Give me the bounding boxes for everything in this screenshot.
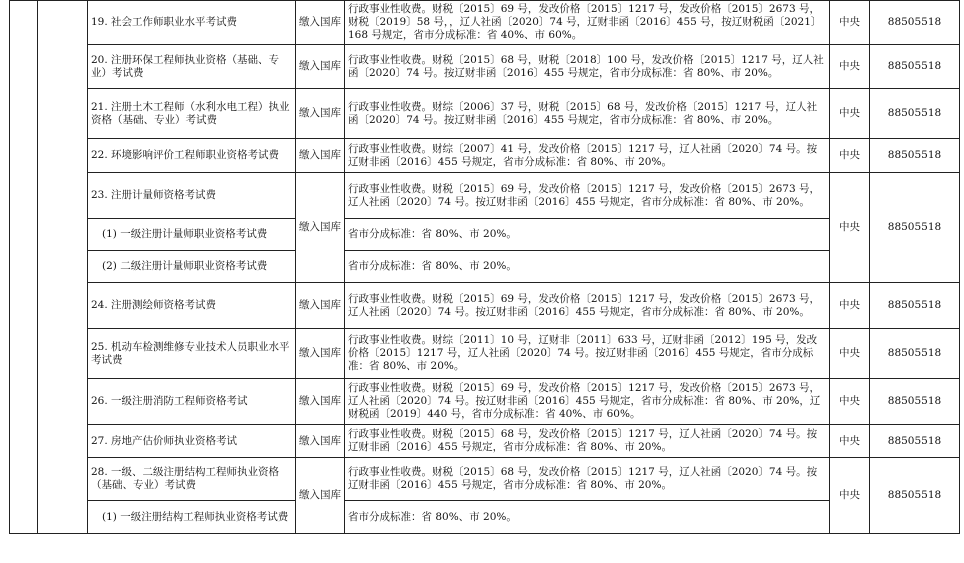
table-row [10,1,960,45]
payment-method: 缴入国库 [296,283,345,329]
table-row [10,379,960,425]
fee-table [9,0,960,534]
government-level: 中央 [830,425,870,458]
fee-item-name: 21. 注册土木工程师（水利水电工程）执业资格（基础、专业）考试费 [88,89,296,139]
fee-subitem-name: (2) 二级注册计量师职业资格考试费 [88,251,296,283]
fee-item-name: 19. 社会工作师职业水平考试费 [88,1,296,45]
government-level: 中央 [830,1,870,45]
budget-code: 88505518 [870,1,960,45]
payment-method: 缴入国库 [296,1,345,45]
fee-basis: 行政事业性收费。财税〔2015〕68 号，财税〔2018〕100 号，发改价格〔2015〕1217 号，辽人社函〔2020〕74 号。按辽财非函〔2016〕455 号规定，省市分成标准：省 80%、市 20%。 [345,45,830,89]
fee-item-name: 28. 一级、二级注册结构工程师执业资格（基础、专业）考试费 [88,458,296,501]
fee-basis: 行政事业性收费。财税〔2015〕68 号，发改价格〔2015〕1217 号，辽人社函〔2020〕74 号。按辽财非函〔2016〕455 号规定，省市分成标准：省 80%、市 20%。 [345,425,830,458]
fee-item-name: 27. 房地产估价师执业资格考试 [88,425,296,458]
fee-subitem-basis: 省市分成标准：省 80%、市 20%。 [345,219,830,251]
government-level: 中央 [830,173,870,283]
table-row [10,89,960,139]
payment-method: 缴入国库 [296,89,345,139]
fee-item-name: 23. 注册计量师资格考试费 [88,173,296,219]
table-subrow [10,219,960,251]
budget-code: 88505518 [870,45,960,89]
payment-method: 缴入国库 [296,379,345,425]
budget-code: 88505518 [870,89,960,139]
table-row [10,283,960,329]
table-row [10,173,960,219]
payment-method: 缴入国库 [296,329,345,379]
fee-basis: 行政事业性收费。财税〔2015〕69 号，发改价格〔2015〕1217 号，发改价格〔2015〕2673 号，辽人社函〔2020〕74 号。按辽财非函〔2016〕455 号规定，省市分成标准：省 80%、市 20%。 [345,173,830,219]
fee-subitem-basis: 省市分成标准：省 80%、市 20%。 [345,501,830,534]
table-row [10,329,960,379]
blank-column-1 [10,1,38,534]
fee-item-name: 25. 机动车检测维修专业技术人员职业水平考试费 [88,329,296,379]
fee-item-name: 20. 注册环保工程师执业资格（基础、专业）考试费 [88,45,296,89]
fee-basis: 行政事业性收费。财税〔2015〕69 号，发改价格〔2015〕1217 号，发改价格〔2015〕2673 号，财税〔2019〕58 号，，辽人社函〔2020〕74 号，辽财非函〔2016〕455 号，按辽财税函〔2021〕168 号规定，省市分成标准：省 40%、市 60%。 [345,1,830,45]
table-row [10,139,960,173]
budget-code: 88505518 [870,379,960,425]
government-level: 中央 [830,139,870,173]
fee-basis: 行政事业性收费。财税〔2015〕69 号，发改价格〔2015〕1217 号，发改价格〔2015〕2673 号，辽人社函〔2020〕74 号。按辽财非函〔2016〕455 号规定，省市分成标准：省 80%、市 20%。 [345,283,830,329]
fee-subitem-name: (1) 一级注册结构工程师执业资格考试费 [88,501,296,534]
table-subrow [10,251,960,283]
table-row [10,425,960,458]
fee-basis: 行政事业性收费。财综〔2007〕41 号，发改价格〔2015〕1217 号，辽人社函〔2020〕74 号。按辽财非函〔2016〕455 号规定，省市分成标准：省 80%、市 20%。 [345,139,830,173]
fee-subitem-basis: 省市分成标准：省 80%、市 20%。 [345,251,830,283]
payment-method: 缴入国库 [296,139,345,173]
table-subrow [10,501,960,534]
fee-basis: 行政事业性收费。财税〔2015〕69 号，发改价格〔2015〕1217 号，发改价格〔2015〕2673 号，辽人社函〔2020〕74 号。按辽财非函〔2016〕455 号规定，省市分成标准：省 80%、市 20%，辽财税函〔2019〕440 号，省市分成标准：省 40%、市 60%。 [345,379,830,425]
payment-method: 缴入国库 [296,458,345,534]
payment-method: 缴入国库 [296,45,345,89]
fee-basis: 行政事业性收费。财综〔2006〕37 号，财税〔2015〕68 号，发改价格〔2015〕1217 号，辽人社函〔2020〕74 号。按辽财非函〔2016〕455 号规定，省市分成标准：省 80%、市 20%。 [345,89,830,139]
payment-method: 缴入国库 [296,425,345,458]
budget-code: 88505518 [870,458,960,534]
fee-item-name: 22. 环境影响评价工程师职业资格考试费 [88,139,296,173]
budget-code: 88505518 [870,139,960,173]
fee-subitem-name: (1) 一级注册计量师职业资格考试费 [88,219,296,251]
fee-basis: 行政事业性收费。财税〔2015〕68 号，发改价格〔2015〕1217 号，辽人社函〔2020〕74 号。按辽财非函〔2016〕455 号规定，省市分成标准：省 80%、市 20%。 [345,458,830,501]
fee-item-name: 24. 注册测绘师资格考试费 [88,283,296,329]
fee-item-name: 26. 一级注册消防工程师资格考试 [88,379,296,425]
budget-code: 88505518 [870,329,960,379]
budget-code: 88505518 [870,173,960,283]
government-level: 中央 [830,45,870,89]
government-level: 中央 [830,458,870,534]
government-level: 中央 [830,329,870,379]
budget-code: 88505518 [870,425,960,458]
blank-column-2 [38,1,88,534]
fee-basis: 行政事业性收费。财综〔2011〕10 号，辽财非〔2011〕633 号，辽财非函〔2012〕195 号，发改价格〔2015〕1217 号，辽人社函〔2020〕74 号。按辽财非函〔2016〕455 号规定，省市分成标准：省 80%、市 20%。 [345,329,830,379]
government-level: 中央 [830,379,870,425]
budget-code: 88505518 [870,283,960,329]
table-row [10,458,960,501]
table-row [10,45,960,89]
government-level: 中央 [830,283,870,329]
government-level: 中央 [830,89,870,139]
payment-method: 缴入国库 [296,173,345,283]
